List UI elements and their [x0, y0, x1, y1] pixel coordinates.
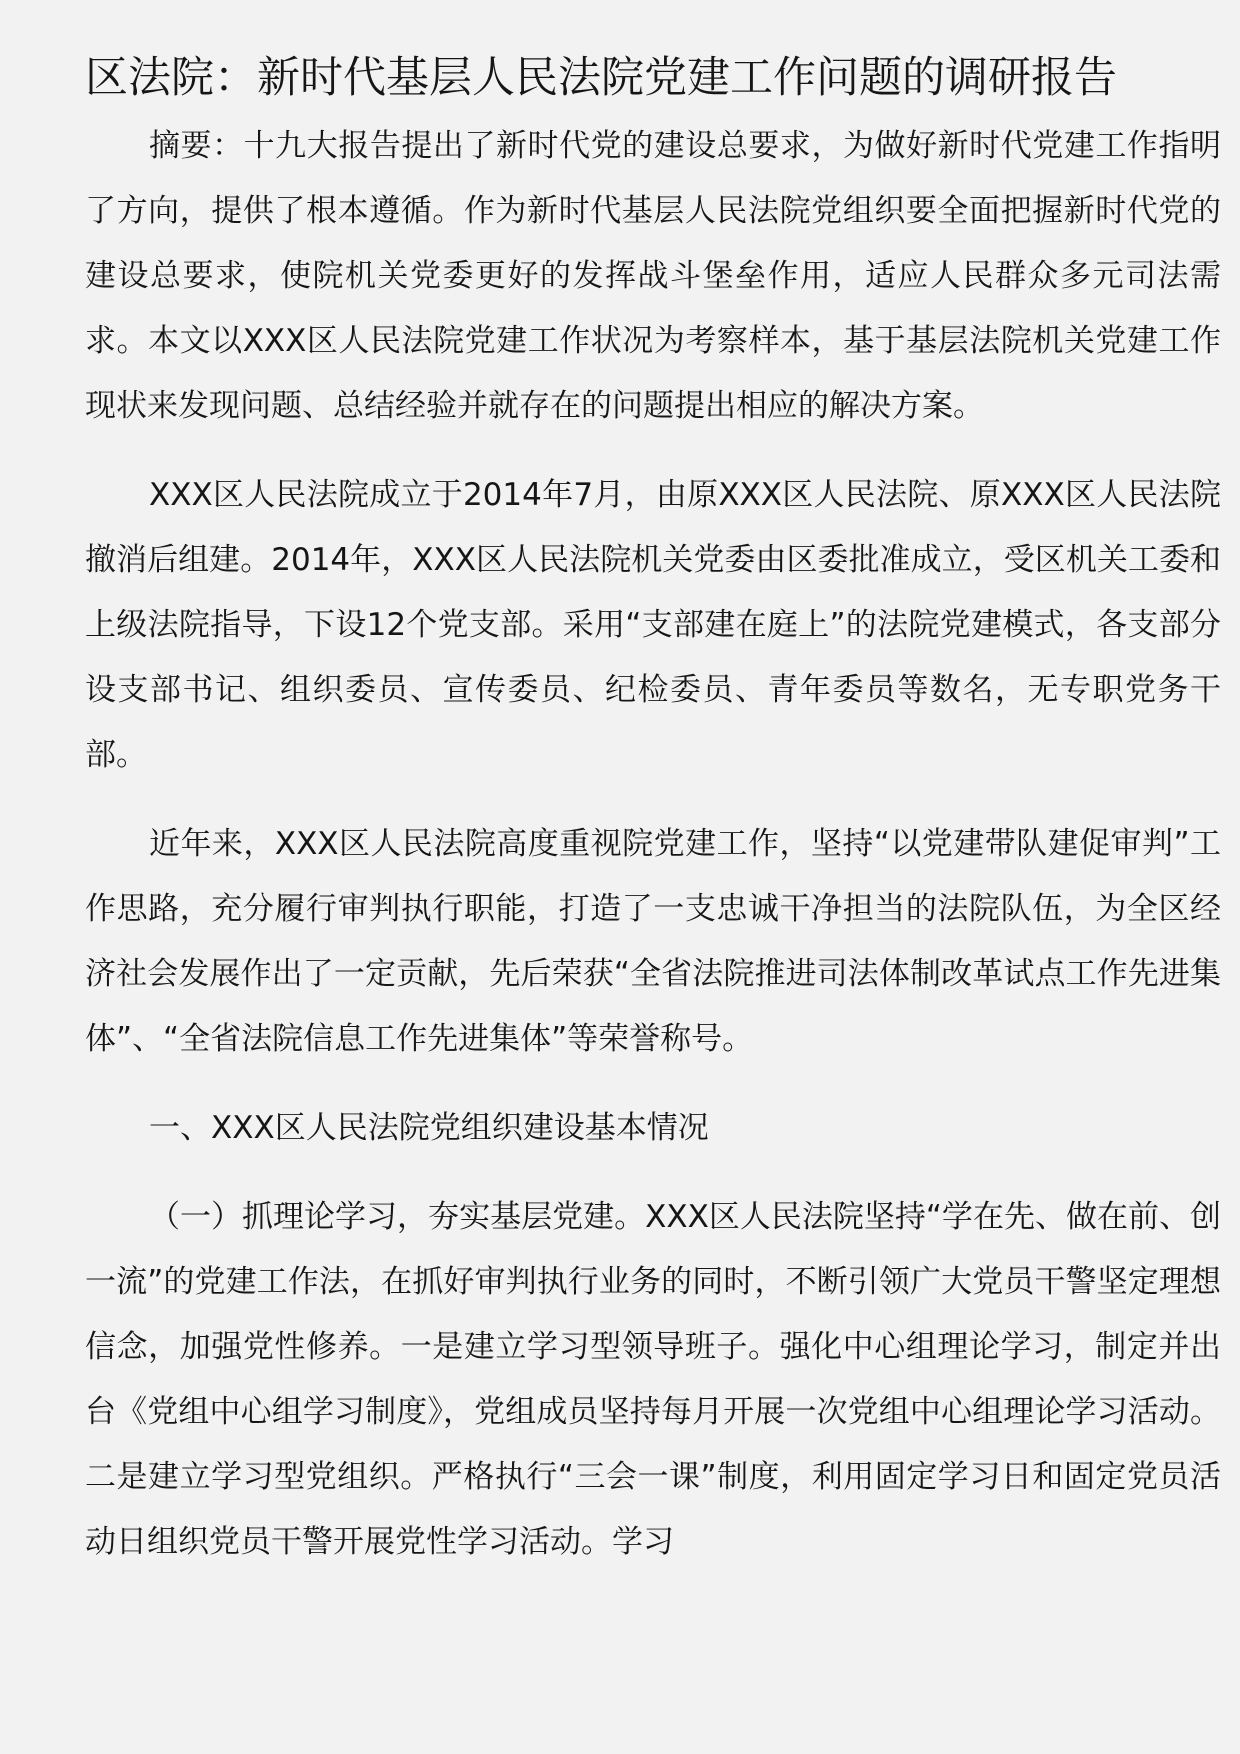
intro-paragraph: XXX区人民法院成立于2014年7月，由原XXX区人民法院、原XXX区人民法院撤消后组建。2014年，XXX区人民法院机关党委由区委批准成立，受区机关工委和上级法院指导，下设12个党支部。采用“支部建在庭上”的法院党建模式，各支部分设支部书记、组织委员、宣传委员、纪检委员、青年委员等数名，无专职党务干部。 — [85, 477, 1221, 773]
document-title: 区法院：新时代基层人民法院党建工作问题的调研报告 — [85, 53, 1117, 103]
section1-paragraph: （一）抓理论学习，夯实基层党建。XXX区人民法院坚持“学在先、做在前、创一流”的党建工作法，在抓好审判执行业务的同时，不断引领广大党员干警坚定理想信念，加强党性修养。一是建立学习型领导班子。强化中心组理论学习，制定并出台《党组中心组学习制度》，党组成员坚持每月开展一次党组中心组理论学习活动。二是建立学习型党组织。严格执行“三会一课”制度，利用固定学习日和固定党员活动日组织党员干警开展党性学习活动。学习 — [85, 1199, 1221, 1560]
abstract-paragraph: 摘要：十九大报告提出了新时代党的建设总要求，为做好新时代党建工作指明了方向，提供了根本遵循。作为新时代基层人民法院党组织要全面把握新时代党的建设总要求，使院机关党委更好的发挥战斗堡垒作用，适应人民群众多元司法需求。本文以XXX区人民法院党建工作状况为考察样本，基于基层法院机关党建工作现状来发现问题、总结经验并就存在的问题提出相应的解决方案。 — [85, 128, 1221, 424]
achievements-paragraph: 近年来，XXX区人民法院高度重视院党建工作，坚持“以党建带队建促审判”工作思路，充分履行审判执行职能，打造了一支忠诚干净担当的法院队伍，为全区经济社会发展作出了一定贡献，先后荣获“全省法院推进司法体制改革试点工作先进集体”、“全省法院信息工作先进集体”等荣誉称号。 — [85, 826, 1221, 1057]
document-page — [85, 38, 1221, 1575]
section-heading: 一、XXX区人民法院党组织建设基本情况 — [149, 1110, 709, 1146]
